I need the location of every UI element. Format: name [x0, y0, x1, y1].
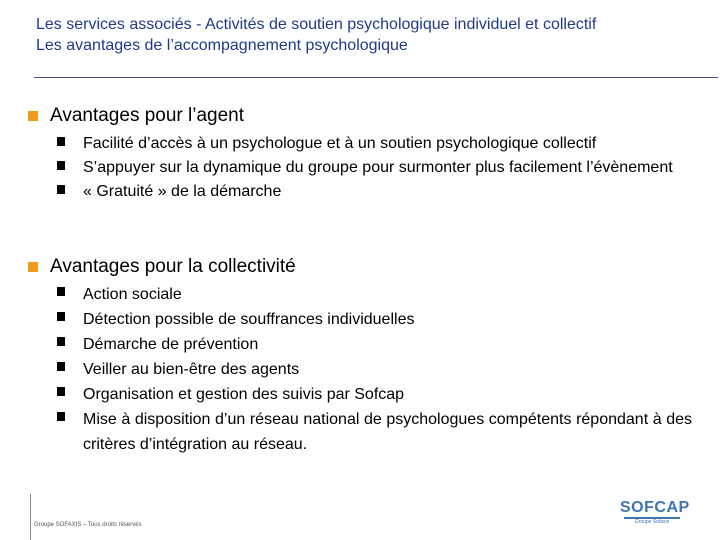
- list-item-text: Facilité d’accès à un psychologue et à un soutien psychologique collectif: [83, 135, 597, 152]
- list-item-text: Détection possible de souffrances individuelles: [83, 311, 415, 328]
- list-item: [28, 332, 692, 357]
- footer-divider: [30, 494, 31, 540]
- list-item: [28, 132, 692, 156]
- square-bullet-icon: [28, 111, 38, 121]
- square-bullet-icon: [57, 312, 65, 321]
- logo-name: SOFCAP: [620, 499, 690, 516]
- list-item-text: Organisation et gestion des suivis par Sofcap: [83, 386, 405, 403]
- square-bullet-icon: [57, 362, 65, 371]
- section-agent: [28, 104, 698, 204]
- square-bullet-icon: [57, 185, 65, 194]
- square-bullet-icon: [57, 412, 65, 421]
- list-item: [28, 357, 692, 382]
- square-bullet-icon: [57, 287, 65, 296]
- square-bullet-icon: [57, 161, 65, 170]
- section-collectivite: [28, 255, 698, 457]
- square-bullet-icon: [57, 137, 65, 146]
- square-bullet-icon: [28, 262, 38, 272]
- logo-tagline: Groupe Sofaxis: [634, 519, 670, 525]
- header-title-line-1: Les services associés - Activités de soutien psychologique individuel et collectif: [36, 16, 597, 33]
- bullet-list: [28, 132, 698, 204]
- square-bullet-icon: [57, 387, 65, 396]
- list-item: [28, 407, 692, 457]
- header-divider: [34, 77, 718, 78]
- sofcap-logo: [620, 499, 690, 526]
- list-item-text: S’appuyer sur la dynamique du groupe pour surmonter plus facilement l’évènement: [83, 159, 673, 176]
- list-item-text: Action sociale: [83, 286, 182, 303]
- list-item-text: Mise à disposition d’un réseau national de psychologues compétents répondant à des critères d’intégration au réseau.: [83, 411, 692, 453]
- section-title-text: Avantages pour l’agent: [50, 105, 245, 126]
- section-title-text: Avantages pour la collectivité: [50, 256, 296, 277]
- bullet-list: [28, 282, 698, 457]
- square-bullet-icon: [57, 337, 65, 346]
- section-title: [28, 255, 698, 279]
- section-title: [28, 104, 698, 128]
- list-item: [28, 382, 692, 407]
- list-item: [28, 307, 692, 332]
- list-item: [28, 282, 692, 307]
- header-title-line-2: Les avantages de l’accompagnement psychologique: [36, 37, 408, 54]
- list-item: [28, 156, 692, 180]
- list-item-text: Démarche de prévention: [83, 336, 259, 353]
- list-item-text: Veiller au bien-être des agents: [83, 361, 300, 378]
- list-item-text: « Gratuité » de la démarche: [83, 183, 282, 200]
- slide-header: [36, 14, 716, 56]
- footer-copyright: Groupe SOFAXIS – Tous droits réservés: [34, 522, 142, 528]
- list-item: [28, 180, 692, 204]
